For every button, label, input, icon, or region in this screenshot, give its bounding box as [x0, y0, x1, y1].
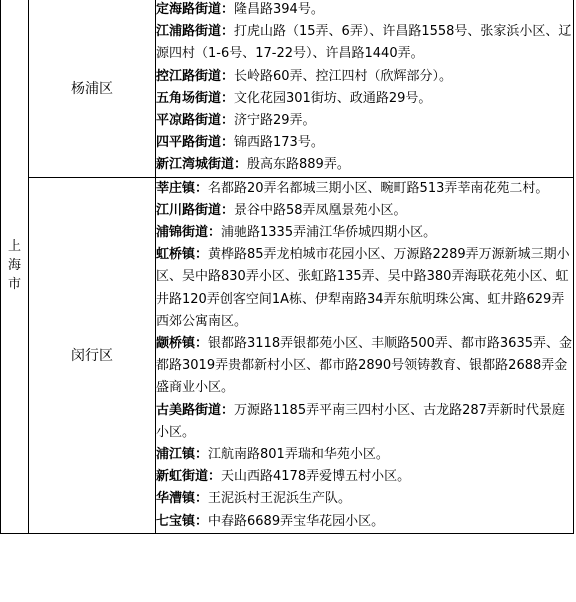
street-name: 浦江镇：: [156, 447, 209, 463]
address-text: 黄桦路85弄龙柏城市花园小区、万源路2289弄万源新城三期小区、吴中路830弄小区、张虹路135弄、吴中路380弄海联花苑小区、虹井路120弄创客空间1A栋、伊犁南路34弄东航明珠公寓、虹井路629弄西郊公寓南区。: [156, 247, 570, 329]
list-item: [156, 333, 573, 400]
street-name: 控江路街道：: [156, 68, 235, 84]
address-text: 浦驰路1335弄浦江华侨城四期小区。: [221, 225, 437, 241]
street-name: 平凉路街道：: [156, 113, 235, 129]
address-text: 文化花园301街坊、政通路29号。: [234, 90, 432, 106]
list-item: [156, 200, 573, 222]
city-char: 上: [7, 239, 21, 255]
address-text: 济宁路29弄。: [234, 113, 316, 129]
list-item: [156, 400, 573, 444]
list-item: [156, 66, 573, 88]
list-item: [156, 178, 573, 200]
list-item: [156, 511, 573, 533]
street-name: 华漕镇：: [156, 491, 209, 507]
address-text: 天山西路4178弄爱博五村小区。: [221, 469, 411, 485]
address-text: 景谷中路58弄凤凰景苑小区。: [234, 202, 407, 218]
address-text: 中春路6689弄宝华花园小区。: [208, 513, 385, 529]
street-name: 四平路街道：: [156, 135, 235, 151]
district-cell-minhang: 闵行区: [29, 177, 156, 533]
street-name: 江浦路街道：: [156, 24, 235, 40]
list-item: [156, 21, 573, 65]
street-name: 颛桥镇：: [156, 336, 209, 352]
address-text: 江航南路801弄瑞和华苑小区。: [208, 447, 389, 463]
address-text: 万源路1185弄平南三四村小区、古龙路287弄新时代景庭小区。: [156, 402, 565, 440]
street-name: 虹桥镇：: [156, 247, 209, 263]
street-name: 莘庄镇：: [156, 180, 209, 196]
street-name: 新江湾城街道：: [156, 157, 248, 173]
address-text: 隆昌路394号。: [234, 2, 324, 17]
address-text: 打虎山路（15弄、6弄）、许昌路1558号、张家浜小区、辽源四村（1-6号、17-22号）、许昌路1440弄。: [156, 24, 572, 62]
address-text: 殷高东路889弄。: [247, 157, 350, 173]
street-name: 浦锦街道：: [156, 225, 222, 241]
list-item: [156, 0, 573, 21]
list-item: [156, 222, 573, 244]
list-item: [156, 466, 573, 488]
list-item: [156, 132, 573, 154]
city-cell: [1, 0, 29, 533]
table-row: [1, 0, 574, 177]
list-item: [156, 488, 573, 510]
address-text: 名都路20弄名都城三期小区、畹町路513弄莘南花苑二村。: [208, 180, 549, 196]
list-item: [156, 444, 573, 466]
address-text: 王泥浜村王泥浜生产队。: [208, 491, 352, 507]
address-text: 长岭路60弄、控江四村（欣辉部分）。: [234, 68, 453, 84]
list-item: [156, 154, 573, 176]
list-item: [156, 88, 573, 110]
district-cell-yangpu: 杨浦区: [29, 0, 156, 177]
city-char: 市: [7, 277, 21, 293]
table-row: [1, 177, 574, 533]
street-name: 江川路街道：: [156, 202, 235, 218]
address-text: 锦西路173号。: [234, 135, 324, 151]
street-name: 新虹街道：: [156, 469, 222, 485]
address-text: 银都路3118弄银都苑小区、丰顺路500弄、都市路3635弄、金都路3019弄贵都新村小区、都市路2890号领铸教育、银都路2688弄金盛商业小区。: [156, 336, 572, 396]
street-name: 定海路街道：: [156, 2, 235, 17]
district-content-yangpu: [156, 0, 574, 177]
city-char: 海: [7, 258, 21, 274]
street-name: 五角场街道：: [156, 90, 235, 106]
street-name: 古美路街道：: [156, 402, 235, 418]
list-item: [156, 110, 573, 132]
district-content-minhang: [156, 177, 574, 533]
street-name: 七宝镇：: [156, 513, 209, 529]
list-item: [156, 244, 573, 333]
